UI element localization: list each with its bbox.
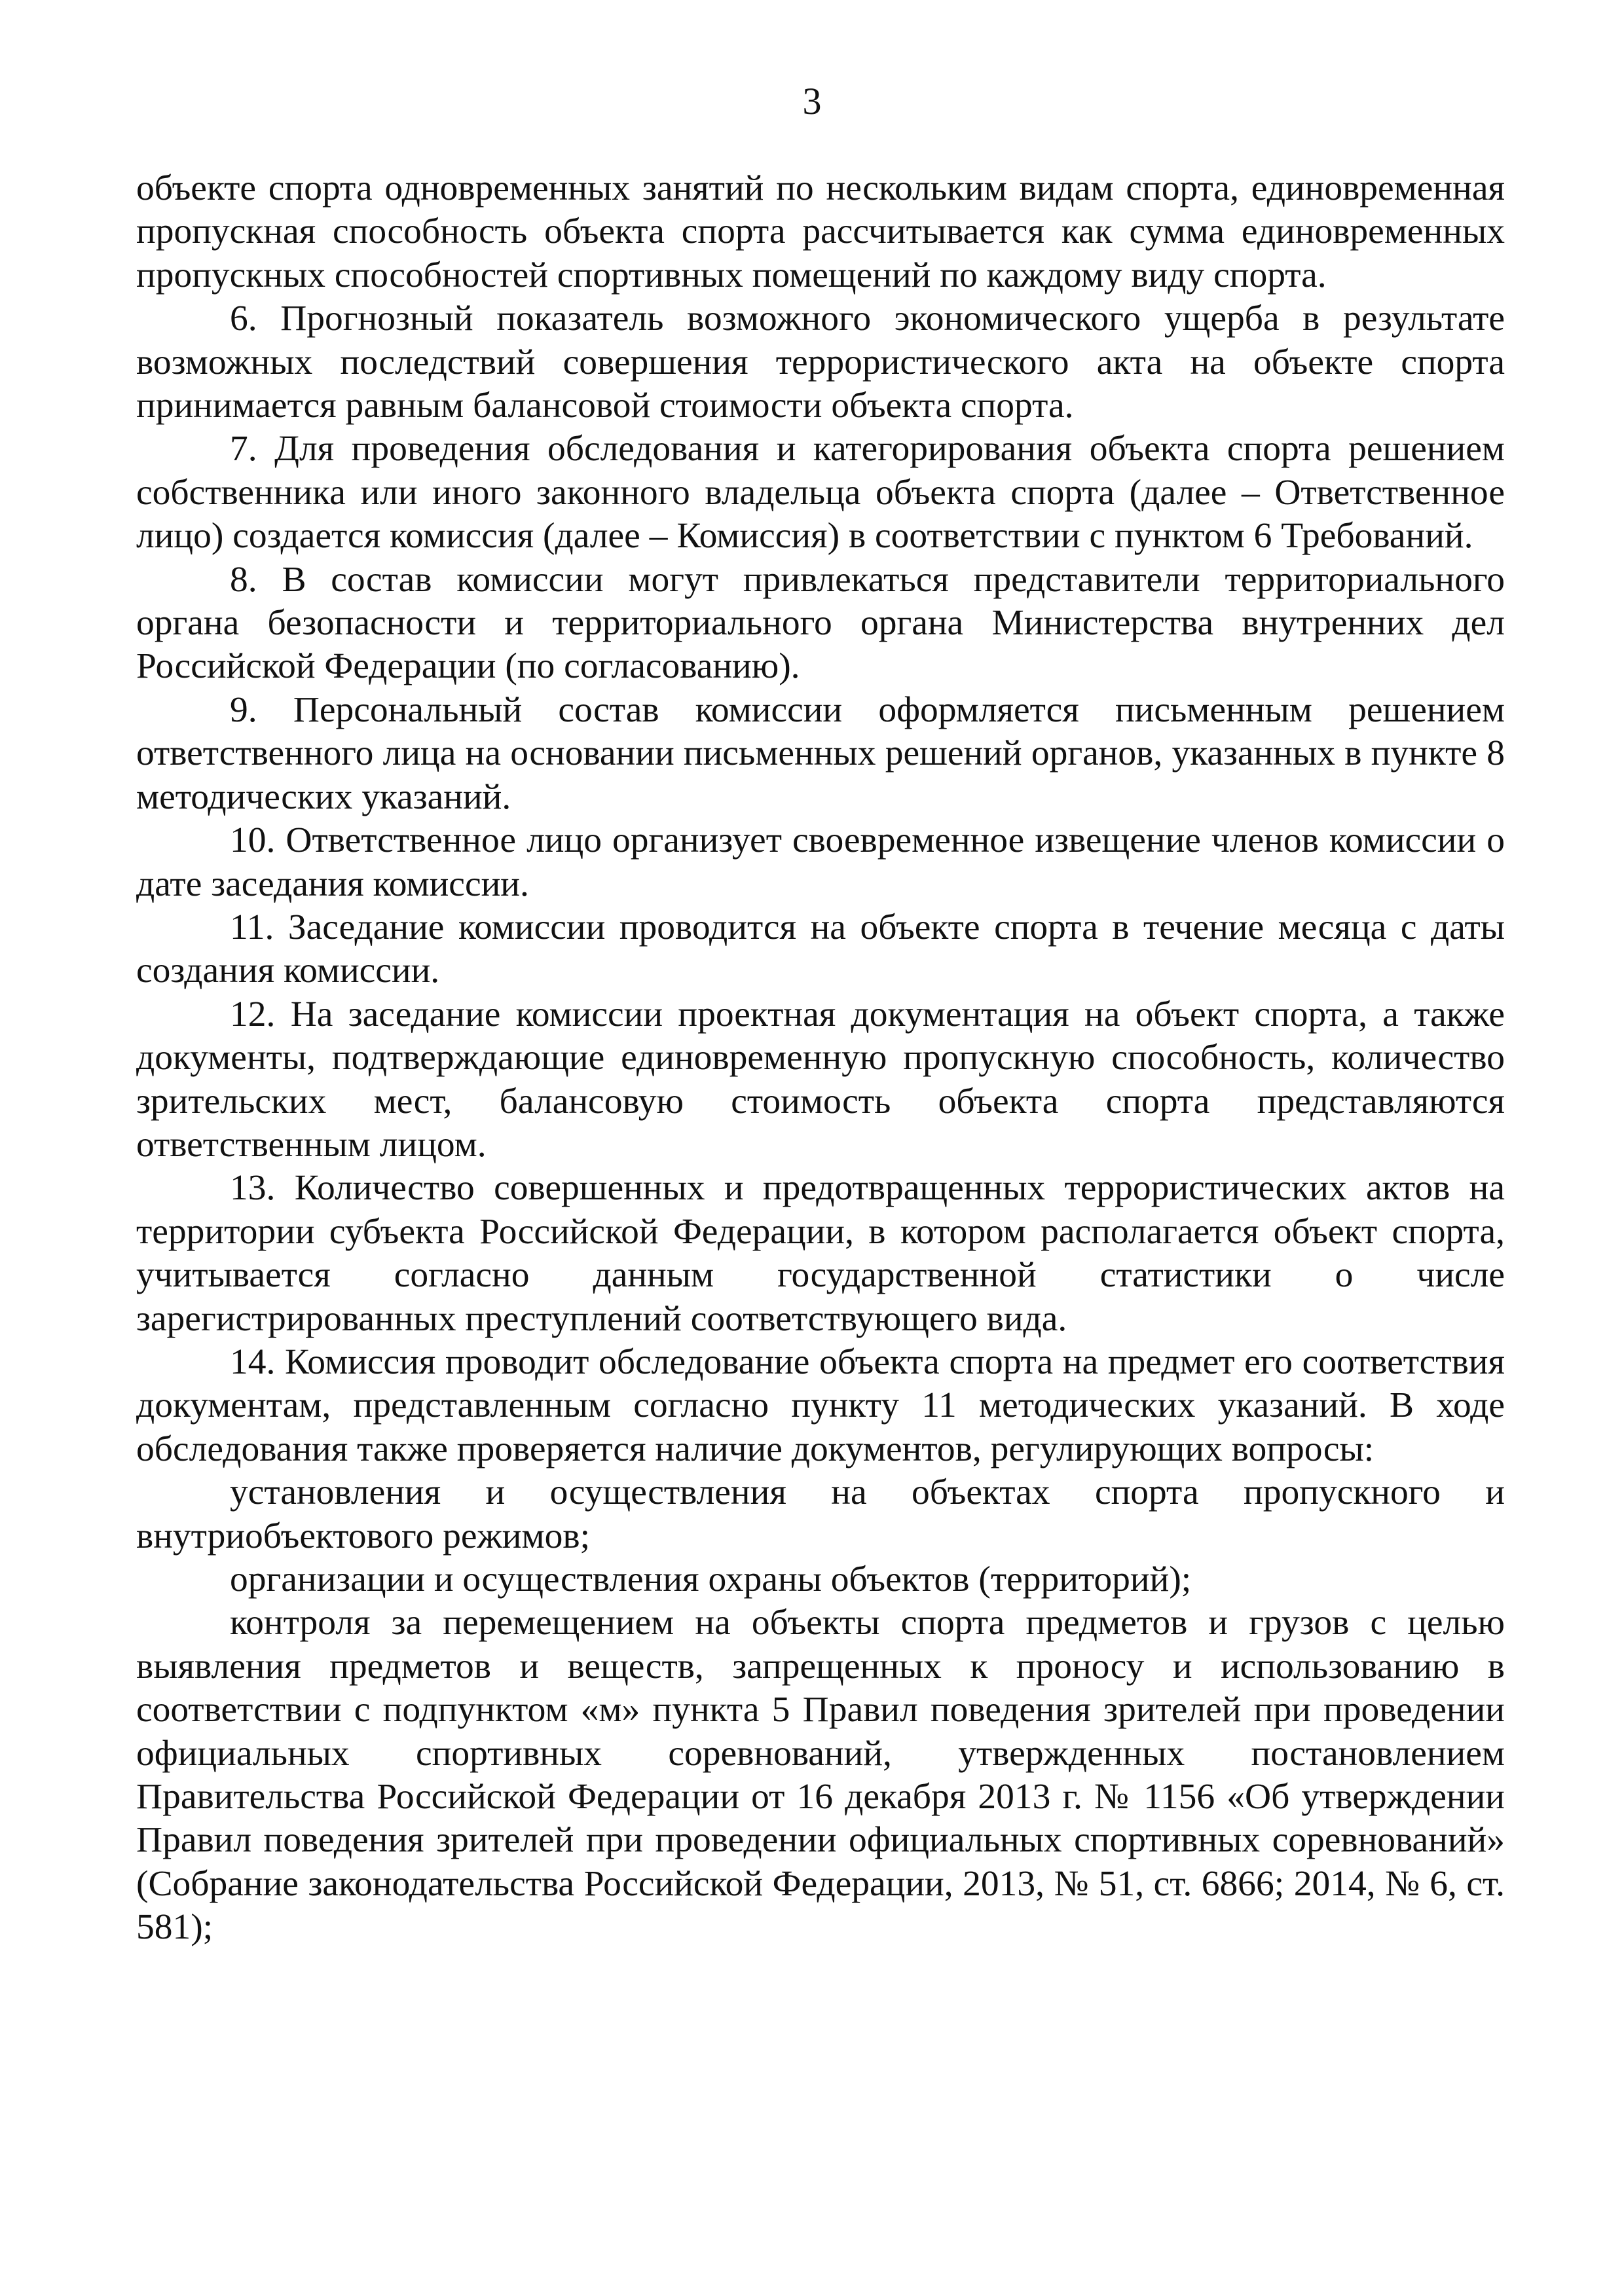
paragraph-item-14: 14. Комиссия проводит обследование объекта спорта на предмет его соответствия документам, представленным согласно пункту 11 методических указаний. В ходе обследования также проверяется наличие документов, регулирующих вопросы: — [136, 1341, 1505, 1469]
page-number: 3 — [802, 80, 822, 122]
paragraph-continuation: объекте спорта одновременных занятий по нескольким видам спорта, единовременная пропускная способность объекта спорта рассчитывается как сумма единовременных пропускных способностей спортивных помещений по каждому виду спорта. — [136, 168, 1505, 295]
paragraph-item-9: 9. Персональный состав комиссии оформляется письменным решением ответственного лица на основании письменных решений органов, указанных в пункте 8 методических указаний. — [136, 689, 1505, 817]
paragraph-item-12: 12. На заседание комиссии проектная документация на объект спорта, а также документы, подтверждающие единовременную пропускную способность, количество зрительских мест, балансовую стоимость объекта спорта представляются ответственным лицом. — [136, 994, 1505, 1165]
paragraph-item-7: 7. Для проведения обследования и категорирования объекта спорта решением собственника или иного законного владельца объекта спорта (далее – Ответственное лицо) создается комиссия (далее – Комиссия) в соответствии с пунктом 6 Требований. — [136, 429, 1505, 556]
list-item-security: организации и осуществления охраны объектов (территорий); — [230, 1559, 1192, 1599]
list-item-cargo-control: контроля за перемещением на объекты спорта предметов и грузов с целью выявления предметов и веществ, запрещенных к проносу и использованию в соответствии с подпунктом «м» пункта 5 Правил поведения зрителей при проведении официальных спортивных соревнований, утвержденных постановлением Правительства Российской Федерации от 16 декабря 2013 г. № 1156 «Об утверждении Правил поведения зрителей при проведении официальных спортивных соревнований» (Собрание законодательства Российской Федерации, 2013, № 51, ст. 6866; 2014, № 6, ст. 581); — [136, 1603, 1505, 1948]
paragraph-item-10: 10. Ответственное лицо организует своевременное извещение членов комиссии о дате заседания комиссии. — [136, 820, 1505, 904]
list-item-access-regime: установления и осуществления на объектах спорта пропускного и внутриобъектового режимов; — [136, 1472, 1505, 1556]
paragraph-item-11: 11. Заседание комиссии проводится на объекте спорта в течение месяца с даты создания комиссии. — [136, 907, 1505, 991]
paragraph-item-8: 8. В состав комиссии могут привлекаться представители территориального органа безопасности и территориального органа Министерства внутренних дел Российской Федерации (по согласованию). — [136, 559, 1505, 687]
paragraph-item-6: 6. Прогнозный показатель возможного экономического ущерба в результате возможных последствий совершения террористического акта на объекте спорта принимается равным балансовой стоимости объекта спорта. — [136, 299, 1505, 426]
paragraph-item-13: 13. Количество совершенных и предотвращенных террористических актов на территории субъекта Российской Федерации, в котором располагается объект спорта, учитывается согласно данным государственной статистики о числе зарегистрированных преступлений соответствующего вида. — [136, 1168, 1505, 1339]
document-body — [136, 167, 1505, 1950]
